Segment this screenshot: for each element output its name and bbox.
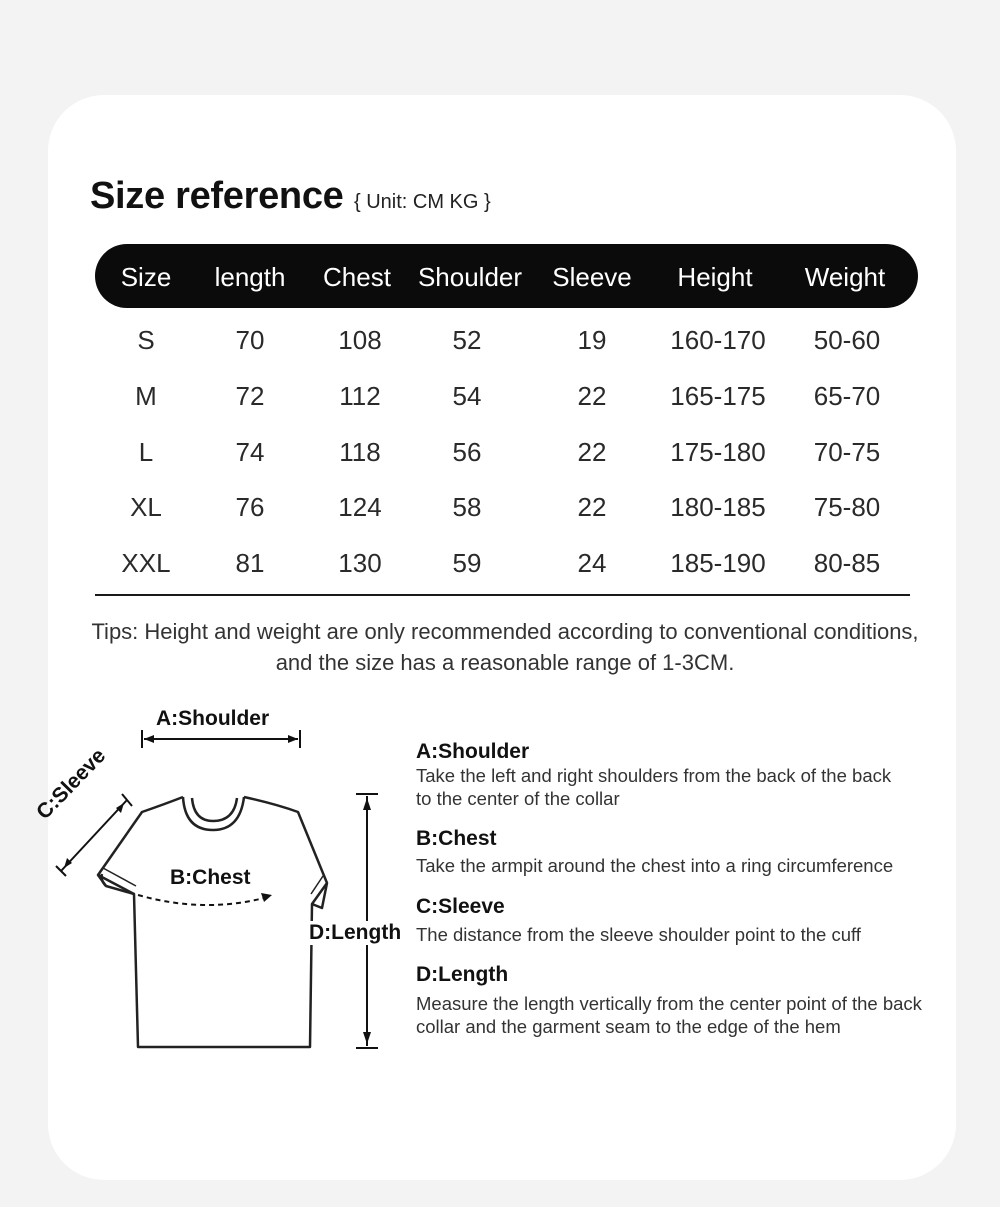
cell-length: 81	[235, 548, 265, 578]
cell-height: 185-190	[670, 548, 766, 578]
cell-chest: 124	[338, 492, 382, 522]
cell-height: 180-185	[670, 492, 766, 522]
cell-weight: 70-75	[813, 437, 881, 467]
cell-weight: 65-70	[813, 381, 881, 411]
cell-weight: 80-85	[813, 548, 881, 578]
definition-length	[416, 963, 956, 1038]
tshirt-outline	[98, 797, 327, 1047]
definition-chest	[416, 827, 956, 877]
cell-length: 72	[235, 381, 265, 411]
cell-size: S	[137, 325, 155, 355]
table-row	[0, 437, 1000, 477]
definition-text: The distance from the sleeve shoulder point to the cuff	[416, 924, 861, 945]
cell-length: 70	[235, 325, 265, 355]
cell-sleeve: 22	[577, 437, 607, 467]
cell-chest: 118	[339, 437, 381, 467]
diagram-chest-label: B:Chest	[170, 866, 251, 889]
cell-chest: 130	[338, 548, 382, 578]
cell-height: 160-170	[670, 325, 766, 355]
header-shoulder: Shoulder	[417, 262, 523, 292]
definition-title: A:Shoulder	[416, 740, 530, 763]
cell-size: M	[135, 381, 157, 411]
header-sleeve: Sleeve	[552, 262, 632, 292]
cell-size: L	[138, 437, 154, 467]
cell-shoulder: 52	[452, 325, 482, 355]
tshirt-diagram	[0, 690, 440, 1070]
cell-length: 74	[235, 437, 265, 467]
cell-sleeve: 22	[577, 492, 607, 522]
definition-text: Take the left and right shoulders from the back of the back to the center of the collar	[416, 765, 892, 809]
cell-size: XXL	[121, 548, 171, 578]
cell-sleeve: 24	[577, 548, 607, 578]
table-bottom-rule	[95, 594, 910, 596]
table-row	[0, 548, 1000, 588]
definition-text: Take the armpit around the chest into a ring circumference	[416, 855, 894, 876]
table-header	[95, 244, 918, 308]
cell-chest: 108	[338, 325, 382, 355]
cell-weight: 50-60	[813, 325, 881, 355]
definition-title: D:Length	[416, 963, 509, 986]
cell-chest: 112	[339, 381, 381, 411]
table-row	[0, 325, 1000, 365]
definition-title: B:Chest	[416, 827, 497, 850]
definition-text: Measure the length vertically from the center point of the back collar and the garment seam to the edge of the hem	[416, 993, 922, 1037]
cell-length: 76	[235, 492, 265, 522]
page-title: Size reference	[90, 175, 344, 217]
shoulder-arrow	[142, 730, 300, 748]
header-height: Height	[677, 262, 753, 292]
cell-shoulder: 56	[452, 437, 482, 467]
tips-text: Tips: Height and weight are only recommended according to conventional conditions, and the size has a reasonable range of 1-3CM.	[91, 619, 919, 675]
cell-sleeve: 19	[577, 325, 607, 355]
cell-shoulder: 58	[452, 492, 482, 522]
definition-sleeve	[416, 895, 956, 946]
unit-label: { Unit: CM KG }	[353, 191, 491, 213]
header-chest: Chest	[323, 262, 391, 292]
title-row	[90, 175, 491, 218]
header-length: length	[214, 262, 286, 292]
diagram-length-label: D:Length	[309, 921, 402, 944]
header-size: Size	[120, 262, 172, 292]
diagram-shoulder-label: A:Shoulder	[156, 707, 270, 730]
definition-shoulder	[416, 740, 956, 810]
cell-height: 165-175	[670, 381, 766, 411]
cell-size: XL	[130, 492, 162, 522]
table-row	[0, 492, 1000, 532]
diagram-sleeve-label: C:Sleeve	[32, 744, 111, 824]
cell-shoulder: 59	[452, 548, 482, 578]
sleeve-arrow	[56, 794, 132, 876]
table-row	[0, 381, 1000, 421]
cell-shoulder: 54	[452, 381, 482, 411]
header-weight: Weight	[804, 262, 886, 292]
cell-weight: 75-80	[813, 492, 881, 522]
chest-measure	[138, 893, 272, 905]
definition-title: C:Sleeve	[416, 895, 505, 918]
cell-sleeve: 22	[577, 381, 607, 411]
cell-height: 175-180	[670, 437, 766, 467]
